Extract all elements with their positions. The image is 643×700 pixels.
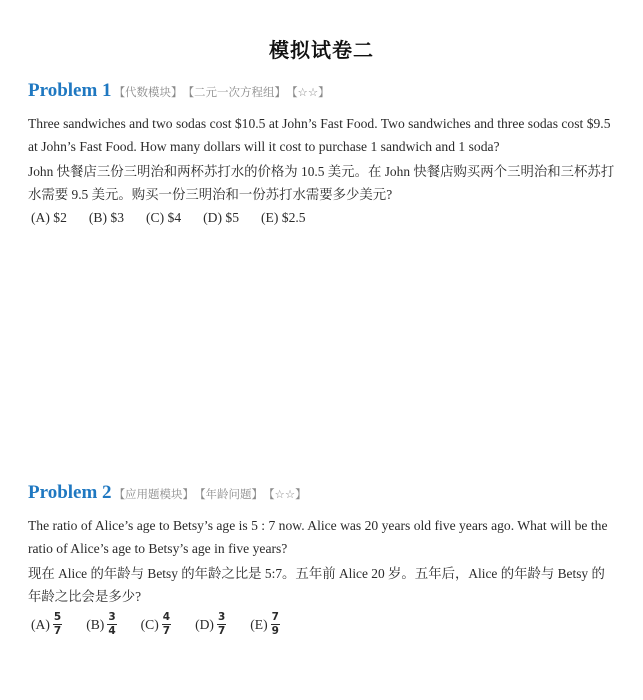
problem-heading: [28, 482, 618, 504]
difficulty-tag: 【☆☆】: [263, 487, 307, 501]
choice-d[interactable]: [195, 612, 226, 637]
denominator: 7: [162, 625, 171, 637]
choice-letter: (A): [31, 210, 50, 225]
choice-letter: (B): [86, 616, 105, 632]
problem-1: [28, 80, 618, 226]
answer-choices: [28, 210, 618, 226]
numerator: 4: [162, 611, 171, 623]
fraction: [107, 612, 116, 637]
choice-letter: (E): [261, 210, 279, 225]
question-text-chinese: 现在 Alice 的年龄与 Betsy 的年龄之比是 5:7。五年前 Alice 20 岁。五年后，Alice 的年龄与 Betsy 的年龄之比会是多少?: [28, 566, 605, 604]
choice-e[interactable]: [250, 612, 280, 637]
difficulty-tag: 【☆☆】: [286, 85, 330, 99]
denominator: 9: [271, 625, 279, 637]
answer-choices: [28, 612, 618, 637]
denominator: 7: [217, 625, 226, 637]
denominator: 7: [53, 625, 62, 637]
module-tag: 【代数模块】: [113, 85, 183, 99]
question-text-english: Three sandwiches and two sodas cost $10.5 at John’s Fast Food. Two sandwiches and three sodas cost $9.5 at John’s Fast Food. How many dollars will it cost to purchase 1 sandwich and 1 soda?: [28, 116, 611, 154]
choice-letter: (A): [31, 616, 50, 632]
numerator: 3: [108, 611, 116, 623]
numerator: 7: [271, 611, 279, 623]
choice-b[interactable]: [89, 210, 124, 226]
page-title: 模拟试卷二: [269, 38, 374, 62]
choice-a[interactable]: [31, 210, 67, 226]
topic-tag: 【年龄问题】: [194, 487, 264, 501]
choice-a[interactable]: [31, 612, 62, 637]
question-text-english: The ratio of Alice’s age to Betsy’s age is 5 : 7 now. Alice was 20 years old five years ago. What will be the ratio of Alice’s age to Betsy’s age in five years?: [28, 518, 608, 556]
choice-letter: (D): [203, 210, 222, 225]
fraction: [162, 612, 171, 637]
problem-2: [28, 482, 618, 637]
choice-c[interactable]: [141, 612, 171, 637]
choice-value: $2: [53, 210, 67, 225]
choice-value: $5: [225, 210, 239, 225]
choice-letter: (E): [250, 616, 268, 632]
fraction: [217, 612, 226, 637]
choice-value: $2.5: [281, 210, 306, 225]
fraction: [271, 612, 280, 637]
problem-label: Problem 2: [28, 482, 112, 503]
choice-e[interactable]: [261, 210, 306, 226]
numerator: 3: [217, 611, 226, 623]
choice-value: $4: [167, 210, 182, 225]
choice-letter: (C): [146, 210, 165, 225]
choice-letter: (C): [140, 616, 159, 632]
choice-letter: (D): [195, 616, 214, 632]
choice-letter: (B): [88, 210, 107, 225]
choice-d[interactable]: [203, 210, 239, 226]
fraction: [53, 612, 62, 637]
question-text-chinese: John 快餐店三份三明治和两杯苏打水的价格为 10.5 美元。在 John 快餐店购买两个三明治和三杯苏打水需要 9.5 美元。购买一份三明治和一份苏打水需要多少美元?: [28, 164, 615, 202]
numerator: 5: [53, 611, 62, 623]
topic-tag: 【二元一次方程组】: [182, 85, 287, 99]
choice-c[interactable]: [146, 210, 181, 226]
choice-value: $3: [110, 210, 124, 225]
choice-b[interactable]: [86, 612, 116, 637]
module-tag: 【应用题模块】: [113, 487, 195, 501]
problem-heading: [28, 80, 618, 102]
denominator: 4: [108, 625, 116, 637]
problem-label: Problem 1: [28, 80, 112, 101]
